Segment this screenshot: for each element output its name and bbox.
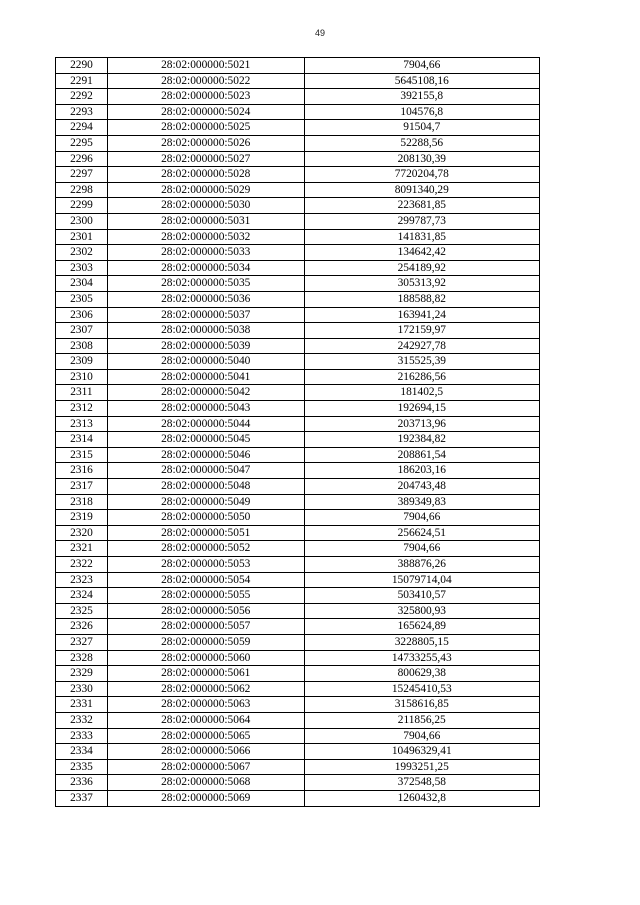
table-row [56, 744, 540, 760]
cadastral-number-cell: 28:02:000000:5026 [107, 135, 304, 151]
cadastral-number-cell: 28:02:000000:5066 [107, 744, 304, 760]
cadastral-number-cell: 28:02:000000:5043 [107, 401, 304, 417]
table-row [56, 572, 540, 588]
cadastral-number-cell: 28:02:000000:5052 [107, 541, 304, 557]
row-number-cell: 2296 [56, 151, 108, 167]
table-row [56, 775, 540, 791]
cadastral-number-cell: 28:02:000000:5037 [107, 307, 304, 323]
row-number-cell: 2319 [56, 510, 108, 526]
table-row [56, 447, 540, 463]
table-row [56, 229, 540, 245]
cadastral-number-cell: 28:02:000000:5030 [107, 198, 304, 214]
cadastral-number-cell: 28:02:000000:5041 [107, 369, 304, 385]
table-row [56, 89, 540, 105]
table-row [56, 666, 540, 682]
table-row [56, 728, 540, 744]
row-number-cell: 2328 [56, 650, 108, 666]
cadastral-number-cell: 28:02:000000:5022 [107, 73, 304, 89]
value-cell: 181402,5 [304, 385, 539, 401]
row-number-cell: 2311 [56, 385, 108, 401]
value-cell: 1993251,25 [304, 759, 539, 775]
cadastral-number-cell: 28:02:000000:5036 [107, 291, 304, 307]
cadastral-number-cell: 28:02:000000:5050 [107, 510, 304, 526]
value-cell: 3228805,15 [304, 634, 539, 650]
value-cell: 7904,66 [304, 58, 539, 74]
row-number-cell: 2335 [56, 759, 108, 775]
value-cell: 208130,39 [304, 151, 539, 167]
cadastral-number-cell: 28:02:000000:5033 [107, 245, 304, 261]
table-row [56, 432, 540, 448]
value-cell: 388876,26 [304, 557, 539, 573]
value-cell: 800629,38 [304, 666, 539, 682]
cadastral-number-cell: 28:02:000000:5056 [107, 603, 304, 619]
value-cell: 5645108,16 [304, 73, 539, 89]
value-cell: 8091340,29 [304, 182, 539, 198]
row-number-cell: 2317 [56, 479, 108, 495]
value-cell: 15245410,53 [304, 681, 539, 697]
cadastral-number-cell: 28:02:000000:5053 [107, 557, 304, 573]
table-row [56, 603, 540, 619]
table-row [56, 712, 540, 728]
value-cell: 203713,96 [304, 416, 539, 432]
value-cell: 7904,66 [304, 510, 539, 526]
row-number-cell: 2322 [56, 557, 108, 573]
value-cell: 204743,48 [304, 479, 539, 495]
row-number-cell: 2330 [56, 681, 108, 697]
row-number-cell: 2304 [56, 276, 108, 292]
cadastral-number-cell: 28:02:000000:5067 [107, 759, 304, 775]
cadastral-number-cell: 28:02:000000:5060 [107, 650, 304, 666]
table-row [56, 759, 540, 775]
cadastral-number-cell: 28:02:000000:5051 [107, 525, 304, 541]
table-row [56, 182, 540, 198]
table-row [56, 120, 540, 136]
value-cell: 91504,7 [304, 120, 539, 136]
row-number-cell: 2315 [56, 447, 108, 463]
cadastral-number-cell: 28:02:000000:5021 [107, 58, 304, 74]
row-number-cell: 2314 [56, 432, 108, 448]
cadastral-number-cell: 28:02:000000:5039 [107, 338, 304, 354]
cadastral-number-cell: 28:02:000000:5047 [107, 463, 304, 479]
row-number-cell: 2297 [56, 167, 108, 183]
row-number-cell: 2320 [56, 525, 108, 541]
row-number-cell: 2334 [56, 744, 108, 760]
cadastral-number-cell: 28:02:000000:5032 [107, 229, 304, 245]
cadastral-number-cell: 28:02:000000:5025 [107, 120, 304, 136]
table-row [56, 135, 540, 151]
table-row [56, 650, 540, 666]
table-row [56, 401, 540, 417]
value-cell: 52288,56 [304, 135, 539, 151]
table-row [56, 681, 540, 697]
table-row [56, 541, 540, 557]
cadastral-table [55, 57, 540, 807]
table-row [56, 151, 540, 167]
row-number-cell: 2329 [56, 666, 108, 682]
value-cell: 192694,15 [304, 401, 539, 417]
row-number-cell: 2313 [56, 416, 108, 432]
value-cell: 503410,57 [304, 588, 539, 604]
table-row [56, 104, 540, 120]
row-number-cell: 2337 [56, 790, 108, 806]
row-number-cell: 2312 [56, 401, 108, 417]
cadastral-number-cell: 28:02:000000:5035 [107, 276, 304, 292]
cadastral-number-cell: 28:02:000000:5040 [107, 354, 304, 370]
row-number-cell: 2323 [56, 572, 108, 588]
cadastral-number-cell: 28:02:000000:5023 [107, 89, 304, 105]
table-row [56, 557, 540, 573]
value-cell: 299787,73 [304, 213, 539, 229]
table-row [56, 385, 540, 401]
table-row [56, 260, 540, 276]
value-cell: 223681,85 [304, 198, 539, 214]
page-number: 49 [314, 28, 325, 38]
table-row [56, 213, 540, 229]
table-row [56, 323, 540, 339]
value-cell: 14733255,43 [304, 650, 539, 666]
row-number-cell: 2299 [56, 198, 108, 214]
value-cell: 10496329,41 [304, 744, 539, 760]
value-cell: 163941,24 [304, 307, 539, 323]
table-row [56, 494, 540, 510]
value-cell: 256624,51 [304, 525, 539, 541]
cadastral-number-cell: 28:02:000000:5069 [107, 790, 304, 806]
row-number-cell: 2336 [56, 775, 108, 791]
table-row [56, 307, 540, 323]
row-number-cell: 2326 [56, 619, 108, 635]
row-number-cell: 2333 [56, 728, 108, 744]
table-row [56, 463, 540, 479]
row-number-cell: 2298 [56, 182, 108, 198]
row-number-cell: 2309 [56, 354, 108, 370]
value-cell: 325800,93 [304, 603, 539, 619]
table-row [56, 245, 540, 261]
cadastral-number-cell: 28:02:000000:5054 [107, 572, 304, 588]
cadastral-number-cell: 28:02:000000:5027 [107, 151, 304, 167]
cadastral-number-cell: 28:02:000000:5063 [107, 697, 304, 713]
value-cell: 254189,92 [304, 260, 539, 276]
value-cell: 372548,58 [304, 775, 539, 791]
cadastral-number-cell: 28:02:000000:5055 [107, 588, 304, 604]
cadastral-number-cell: 28:02:000000:5064 [107, 712, 304, 728]
row-number-cell: 2331 [56, 697, 108, 713]
table-row [56, 479, 540, 495]
cadastral-number-cell: 28:02:000000:5038 [107, 323, 304, 339]
value-cell: 242927,78 [304, 338, 539, 354]
table-row [56, 634, 540, 650]
cadastral-number-cell: 28:02:000000:5065 [107, 728, 304, 744]
cadastral-number-cell: 28:02:000000:5024 [107, 104, 304, 120]
value-cell: 104576,8 [304, 104, 539, 120]
value-cell: 216286,56 [304, 369, 539, 385]
row-number-cell: 2306 [56, 307, 108, 323]
value-cell: 7904,66 [304, 728, 539, 744]
row-number-cell: 2325 [56, 603, 108, 619]
row-number-cell: 2303 [56, 260, 108, 276]
cadastral-number-cell: 28:02:000000:5048 [107, 479, 304, 495]
row-number-cell: 2294 [56, 120, 108, 136]
table-row [56, 167, 540, 183]
cadastral-number-cell: 28:02:000000:5031 [107, 213, 304, 229]
table-row [56, 58, 540, 74]
cadastral-number-cell: 28:02:000000:5057 [107, 619, 304, 635]
cadastral-number-cell: 28:02:000000:5061 [107, 666, 304, 682]
table-row [56, 369, 540, 385]
table-row [56, 276, 540, 292]
table-row [56, 697, 540, 713]
value-cell: 15079714,04 [304, 572, 539, 588]
value-cell: 389349,83 [304, 494, 539, 510]
cadastral-number-cell: 28:02:000000:5029 [107, 182, 304, 198]
value-cell: 192384,82 [304, 432, 539, 448]
value-cell: 134642,42 [304, 245, 539, 261]
row-number-cell: 2302 [56, 245, 108, 261]
cadastral-number-cell: 28:02:000000:5045 [107, 432, 304, 448]
table-row [56, 198, 540, 214]
table-row [56, 416, 540, 432]
row-number-cell: 2307 [56, 323, 108, 339]
row-number-cell: 2293 [56, 104, 108, 120]
table-row [56, 790, 540, 806]
value-cell: 141831,85 [304, 229, 539, 245]
row-number-cell: 2305 [56, 291, 108, 307]
table-row [56, 338, 540, 354]
value-cell: 186203,16 [304, 463, 539, 479]
row-number-cell: 2321 [56, 541, 108, 557]
row-number-cell: 2295 [56, 135, 108, 151]
row-number-cell: 2332 [56, 712, 108, 728]
cadastral-number-cell: 28:02:000000:5046 [107, 447, 304, 463]
value-cell: 211856,25 [304, 712, 539, 728]
row-number-cell: 2300 [56, 213, 108, 229]
row-number-cell: 2316 [56, 463, 108, 479]
cadastral-number-cell: 28:02:000000:5062 [107, 681, 304, 697]
cadastral-number-cell: 28:02:000000:5044 [107, 416, 304, 432]
cadastral-number-cell: 28:02:000000:5059 [107, 634, 304, 650]
table-row [56, 525, 540, 541]
row-number-cell: 2301 [56, 229, 108, 245]
value-cell: 1260432,8 [304, 790, 539, 806]
table-row [56, 588, 540, 604]
cadastral-number-cell: 28:02:000000:5042 [107, 385, 304, 401]
value-cell: 7904,66 [304, 541, 539, 557]
row-number-cell: 2310 [56, 369, 108, 385]
row-number-cell: 2327 [56, 634, 108, 650]
value-cell: 188588,82 [304, 291, 539, 307]
cadastral-number-cell: 28:02:000000:5049 [107, 494, 304, 510]
table-body [56, 58, 540, 807]
table-row [56, 619, 540, 635]
table-row [56, 354, 540, 370]
row-number-cell: 2291 [56, 73, 108, 89]
value-cell: 3158616,85 [304, 697, 539, 713]
cadastral-number-cell: 28:02:000000:5034 [107, 260, 304, 276]
row-number-cell: 2290 [56, 58, 108, 74]
value-cell: 208861,54 [304, 447, 539, 463]
value-cell: 392155,8 [304, 89, 539, 105]
table-row [56, 73, 540, 89]
row-number-cell: 2308 [56, 338, 108, 354]
cadastral-number-cell: 28:02:000000:5028 [107, 167, 304, 183]
cadastral-number-cell: 28:02:000000:5068 [107, 775, 304, 791]
row-number-cell: 2292 [56, 89, 108, 105]
value-cell: 315525,39 [304, 354, 539, 370]
value-cell: 305313,92 [304, 276, 539, 292]
table-row [56, 291, 540, 307]
table-row [56, 510, 540, 526]
value-cell: 172159,97 [304, 323, 539, 339]
row-number-cell: 2324 [56, 588, 108, 604]
value-cell: 7720204,78 [304, 167, 539, 183]
row-number-cell: 2318 [56, 494, 108, 510]
value-cell: 165624,89 [304, 619, 539, 635]
